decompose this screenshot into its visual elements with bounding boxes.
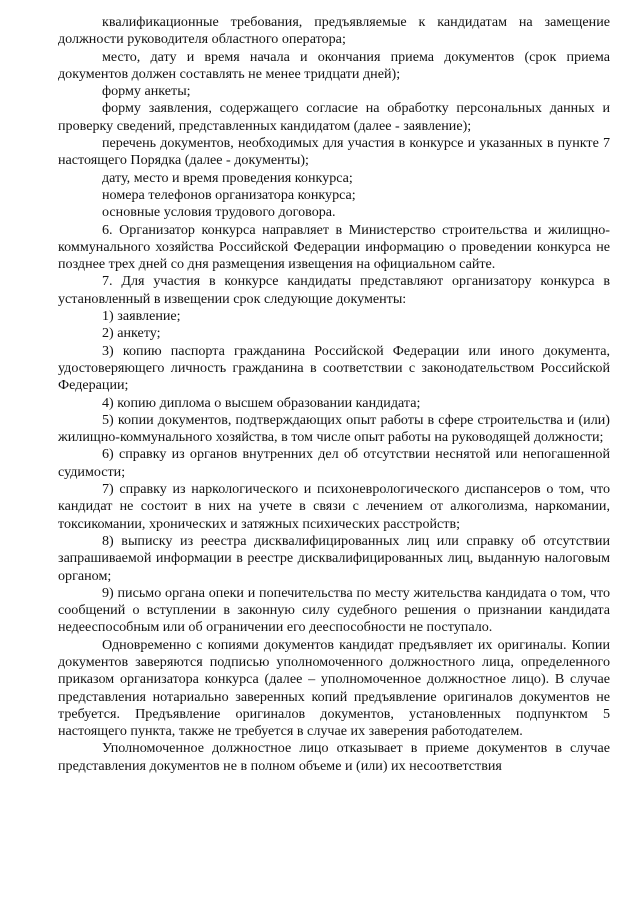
list-item-7: 7) справку из наркологического и психоневрологического диспансеров о том, что кандидат не состоит в них на учете в связи с лечением от алкоголизма, наркомании, токсикомании, хронических и затяжных психических расстройств; xyxy=(58,481,610,532)
paragraph-refusal: Уполномоченное должностное лицо отказывает в приеме документов в случае представления документов не в полном объеме и (или) их несоответствия xyxy=(58,740,610,774)
list-item-2: 2) анкету; xyxy=(102,325,161,342)
paragraph-document-list: перечень документов, необходимых для участия в конкурсе и указанных в пункте 7 настоящего Порядка (далее - документы); xyxy=(58,135,610,169)
paragraph-item-7: 7. Для участия в конкурсе кандидаты представляют организатору конкурса в установленный в извещении срок следующие документы: xyxy=(58,273,610,307)
list-item-4: 4) копию диплома о высшем образовании кандидата; xyxy=(102,394,421,411)
paragraph-application-form: форму заявления, содержащего согласие на обработку персональных данных и проверку сведений, представленных кандидатом (далее - заявление); xyxy=(58,100,610,134)
paragraph-organizer-phones: номера телефонов организатора конкурса; xyxy=(102,186,356,203)
paragraph-labor-contract-terms: основные условия трудового договора. xyxy=(102,204,336,221)
list-item-6: 6) справку из органов внутренних дел об отсутствии неснятой или непогашенной судимости; xyxy=(58,446,610,480)
list-item-9: 9) письмо органа опеки и попечительства по месту жительства кандидата о том, что сообщений о вступлении в законную силу судебного решения о признании кандидата недееспособным или об ограничении его дееспособности не поступало. xyxy=(58,584,610,636)
list-item-3: 3) копию паспорта гражданина Российской Федерации или иного документа, удостоверяющего личность гражданина в соответствии с законодательством Российской Федерации; xyxy=(58,342,610,394)
list-item-5: 5) копии документов, подтверждающих опыт работы в сфере строительства и (или) жилищно-коммунального хозяйства, в том числе опыт работы на руководящей должности; xyxy=(58,411,610,446)
paragraph-item-6: 6. Организатор конкурса направляет в Министерство строительства и жилищно-коммунального хозяйства Российской Федерации информацию о проведении конкурса не позднее трех дней со дня размещения извещения на официальном сайте. xyxy=(58,221,610,273)
paragraph-qualification-requirements: квалификационные требования, предъявляемые к кандидатам на замещение должности руководителя областного оператора; xyxy=(58,14,610,48)
paragraph-questionnaire-form: форму анкеты; xyxy=(102,83,191,100)
paragraph-contest-date-place: дату, место и время проведения конкурса; xyxy=(102,169,353,186)
document-page xyxy=(58,14,610,775)
list-item-1: 1) заявление; xyxy=(102,308,181,325)
paragraph-document-acceptance-period: место, дату и время начала и окончания приема документов (срок приема документов должен составлять не менее тридцати дней); xyxy=(58,48,610,82)
list-item-8: 8) выписку из реестра дисквалифицированных лиц или справку об отсутствии запрашиваемой информации в реестре дисквалифицированных лиц, выданную налоговым органом; xyxy=(58,532,610,584)
paragraph-originals: Одновременно с копиями документов кандидат предъявляет их оригиналы. Копии документов заверяются подписью уполномоченного должностного лица, определенного приказом организатора конкурса (далее – уполномоченное должностное лицо). В случае представления нотариально заверенных копий предъявление оригиналов документов не требуется. Предъявление оригиналов документов, установленных подпунктом 5 настоящего пункта, также не требуется в случае их заверения работодателем. xyxy=(58,636,610,740)
